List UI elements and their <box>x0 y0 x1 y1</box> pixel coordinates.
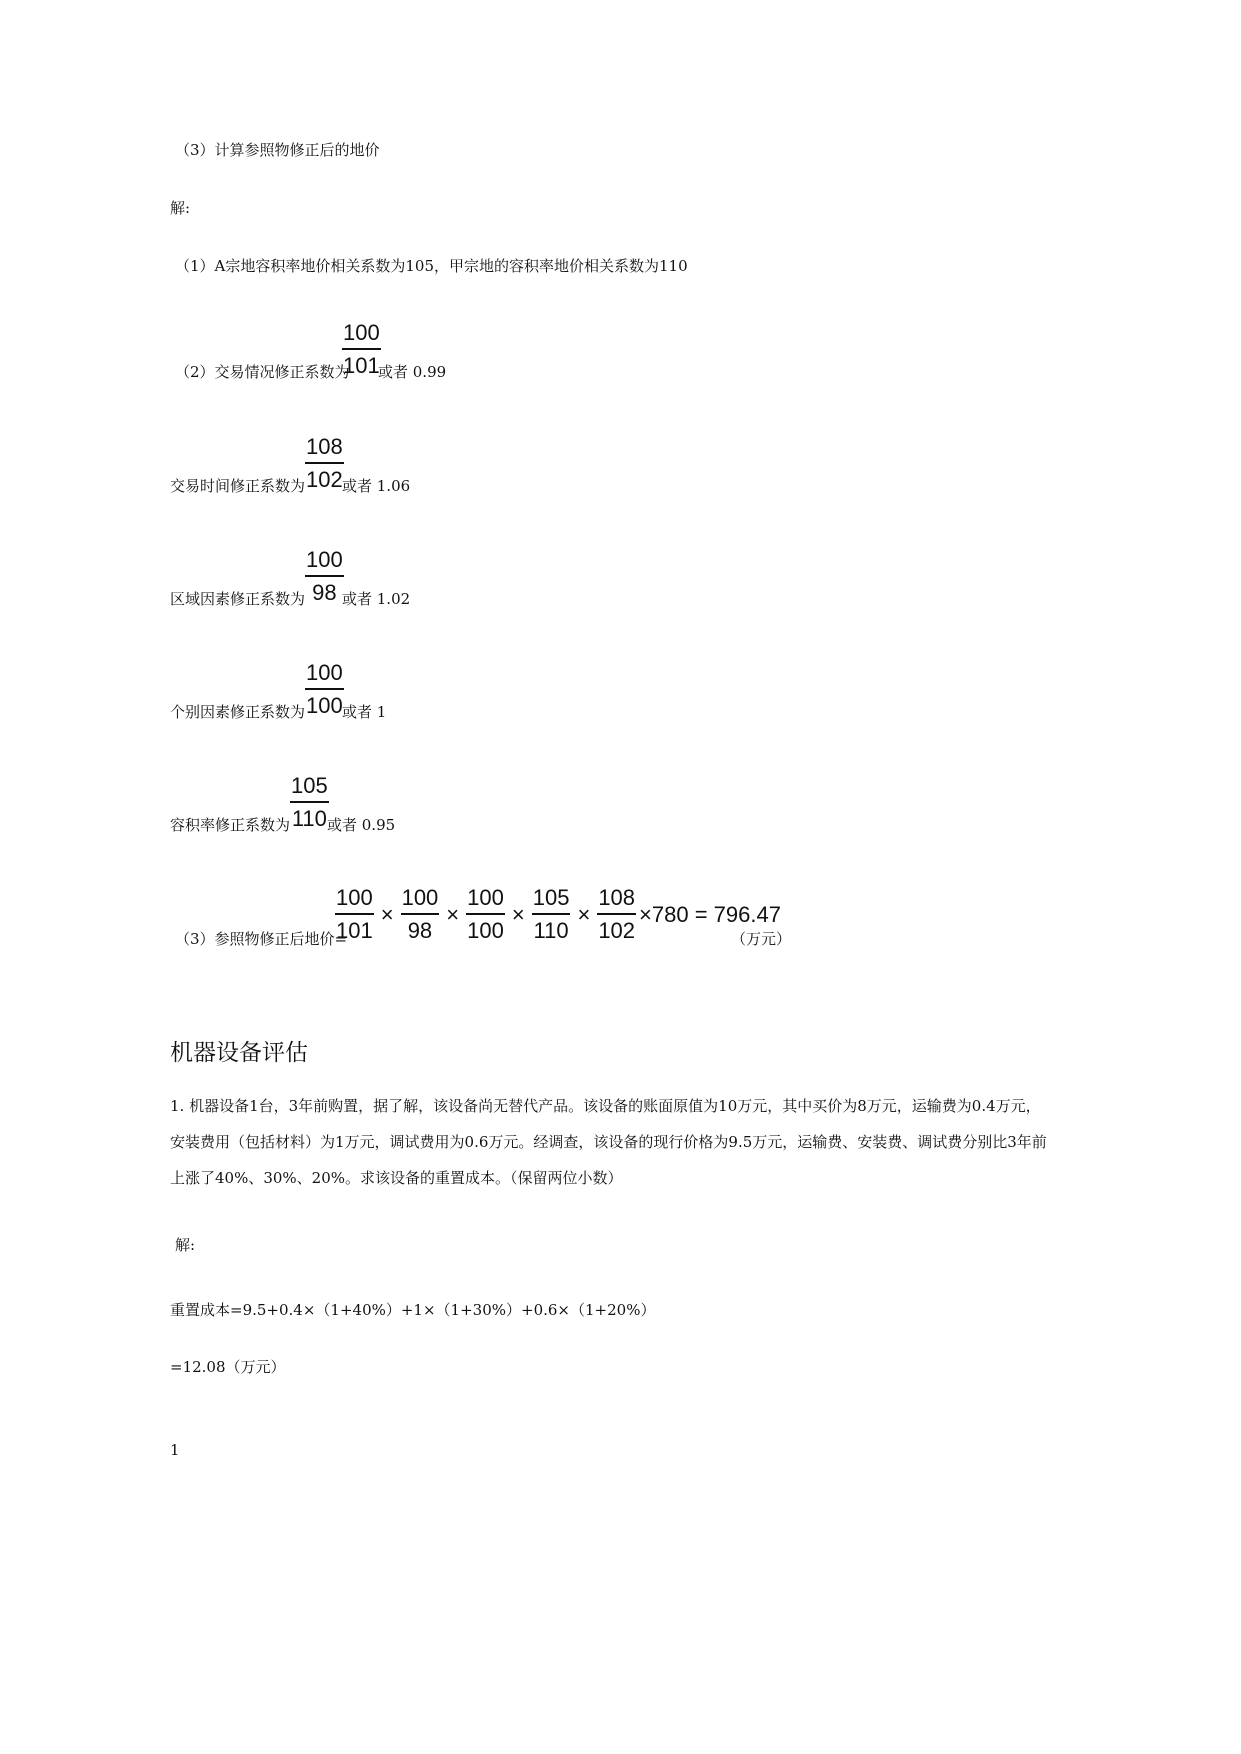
fraction-numerator: 100 <box>401 885 439 910</box>
final-price-equation <box>334 886 781 943</box>
answer-step-1: （1）A宗地容积率地价相关系数为105，甲宗地的容积率地价相关系数为110 <box>175 257 688 275</box>
times-operator: × <box>380 901 394 927</box>
fraction-denominator: 101 <box>343 353 380 378</box>
fraction-bar <box>305 575 344 577</box>
page-number: 1 <box>170 1441 180 1459</box>
fraction-bar <box>597 913 636 915</box>
fraction-bar <box>401 913 440 915</box>
regional-factor-label: 区域因素修正系数为 <box>170 590 306 608</box>
far-factor-fraction <box>290 774 329 831</box>
fraction-denominator: 100 <box>467 918 504 943</box>
equipment-problem: 1. 机器设备1台，3年前购置，据了解，该设备尚无替代产品。该设备的账面原值为10万元，其中买价为8万元，运输费为0.4万元，安装费用（包括材料）为1万元，调试费用为0.6万元。经调查，该设备的现行价格为9.5万元，运输费、安装费、调试费分别比3年前上涨了40%、30%、20%。求该设备的重置成本。（保留两位小数） <box>170 1097 1047 1187</box>
equation-fraction <box>335 886 374 943</box>
final-price-label: （3）参照物修正后地价= <box>175 930 348 948</box>
time-factor-label: 交易时间修正系数为 <box>170 477 306 495</box>
fraction-denominator: 110 <box>533 918 569 943</box>
fraction-numerator: 100 <box>467 885 504 910</box>
equation-fraction <box>466 886 505 943</box>
times-operator: × <box>577 901 591 927</box>
fraction-denominator: 100 <box>306 693 343 718</box>
fraction-bar <box>532 913 571 915</box>
time-factor-value: 或者 1.06 <box>342 477 411 495</box>
fraction-bar <box>305 462 344 464</box>
fraction-numerator: 108 <box>306 434 343 459</box>
answer-label: 解: <box>175 1236 196 1254</box>
transaction-factor-value: 或者 0.99 <box>378 363 447 381</box>
equation-fraction <box>401 886 440 943</box>
regional-factor-value: 或者 1.02 <box>342 590 411 608</box>
fraction-denominator: 101 <box>336 918 373 943</box>
fraction-bar <box>342 348 381 350</box>
individual-factor-value: 或者 1 <box>342 703 387 721</box>
fraction-bar <box>335 913 374 915</box>
individual-factor-fraction <box>305 661 344 718</box>
question-3-heading: （3）计算参照物修正后的地价 <box>175 141 380 159</box>
fraction-numerator: 100 <box>306 660 343 685</box>
replacement-cost-result: =12.08（万元） <box>170 1358 286 1376</box>
fraction-denominator: 110 <box>291 806 327 831</box>
time-factor-fraction <box>305 435 344 492</box>
equation-fraction <box>597 886 636 943</box>
fraction-numerator: 108 <box>598 885 636 910</box>
fraction-bar <box>290 801 329 803</box>
fraction-denominator: 102 <box>598 918 636 943</box>
equation-fraction <box>532 886 571 943</box>
fraction-bar <box>466 913 505 915</box>
fraction-bar <box>305 688 344 690</box>
section-heading: 机器设备评估 <box>170 1040 308 1066</box>
regional-factor-fraction <box>305 548 344 605</box>
transaction-factor-label: （2）交易情况修正系数为 <box>175 363 350 381</box>
fraction-denominator: 98 <box>407 918 433 943</box>
equation-result: ×780 = 796.47 <box>639 901 781 927</box>
fraction-numerator: 100 <box>343 320 380 345</box>
fraction-denominator: 102 <box>306 467 343 492</box>
fraction-numerator: 100 <box>336 885 373 910</box>
fraction-numerator: 100 <box>306 547 343 572</box>
times-operator: × <box>511 901 525 927</box>
far-factor-label: 容积率修正系数为 <box>170 816 291 834</box>
final-price-unit: （万元） <box>731 930 792 948</box>
fraction-numerator: 105 <box>532 885 570 910</box>
individual-factor-label: 个别因素修正系数为 <box>170 703 306 721</box>
answer-label: 解: <box>170 199 191 217</box>
times-operator: × <box>446 901 460 927</box>
replacement-cost-formula: 重置成本=9.5+0.4×（1+40%）+1×（1+30%）+0.6×（1+20%） <box>170 1301 656 1319</box>
fraction-numerator: 105 <box>291 773 328 798</box>
transaction-factor-fraction <box>342 321 381 378</box>
far-factor-value: 或者 0.95 <box>327 816 396 834</box>
fraction-denominator: 98 <box>312 580 337 605</box>
